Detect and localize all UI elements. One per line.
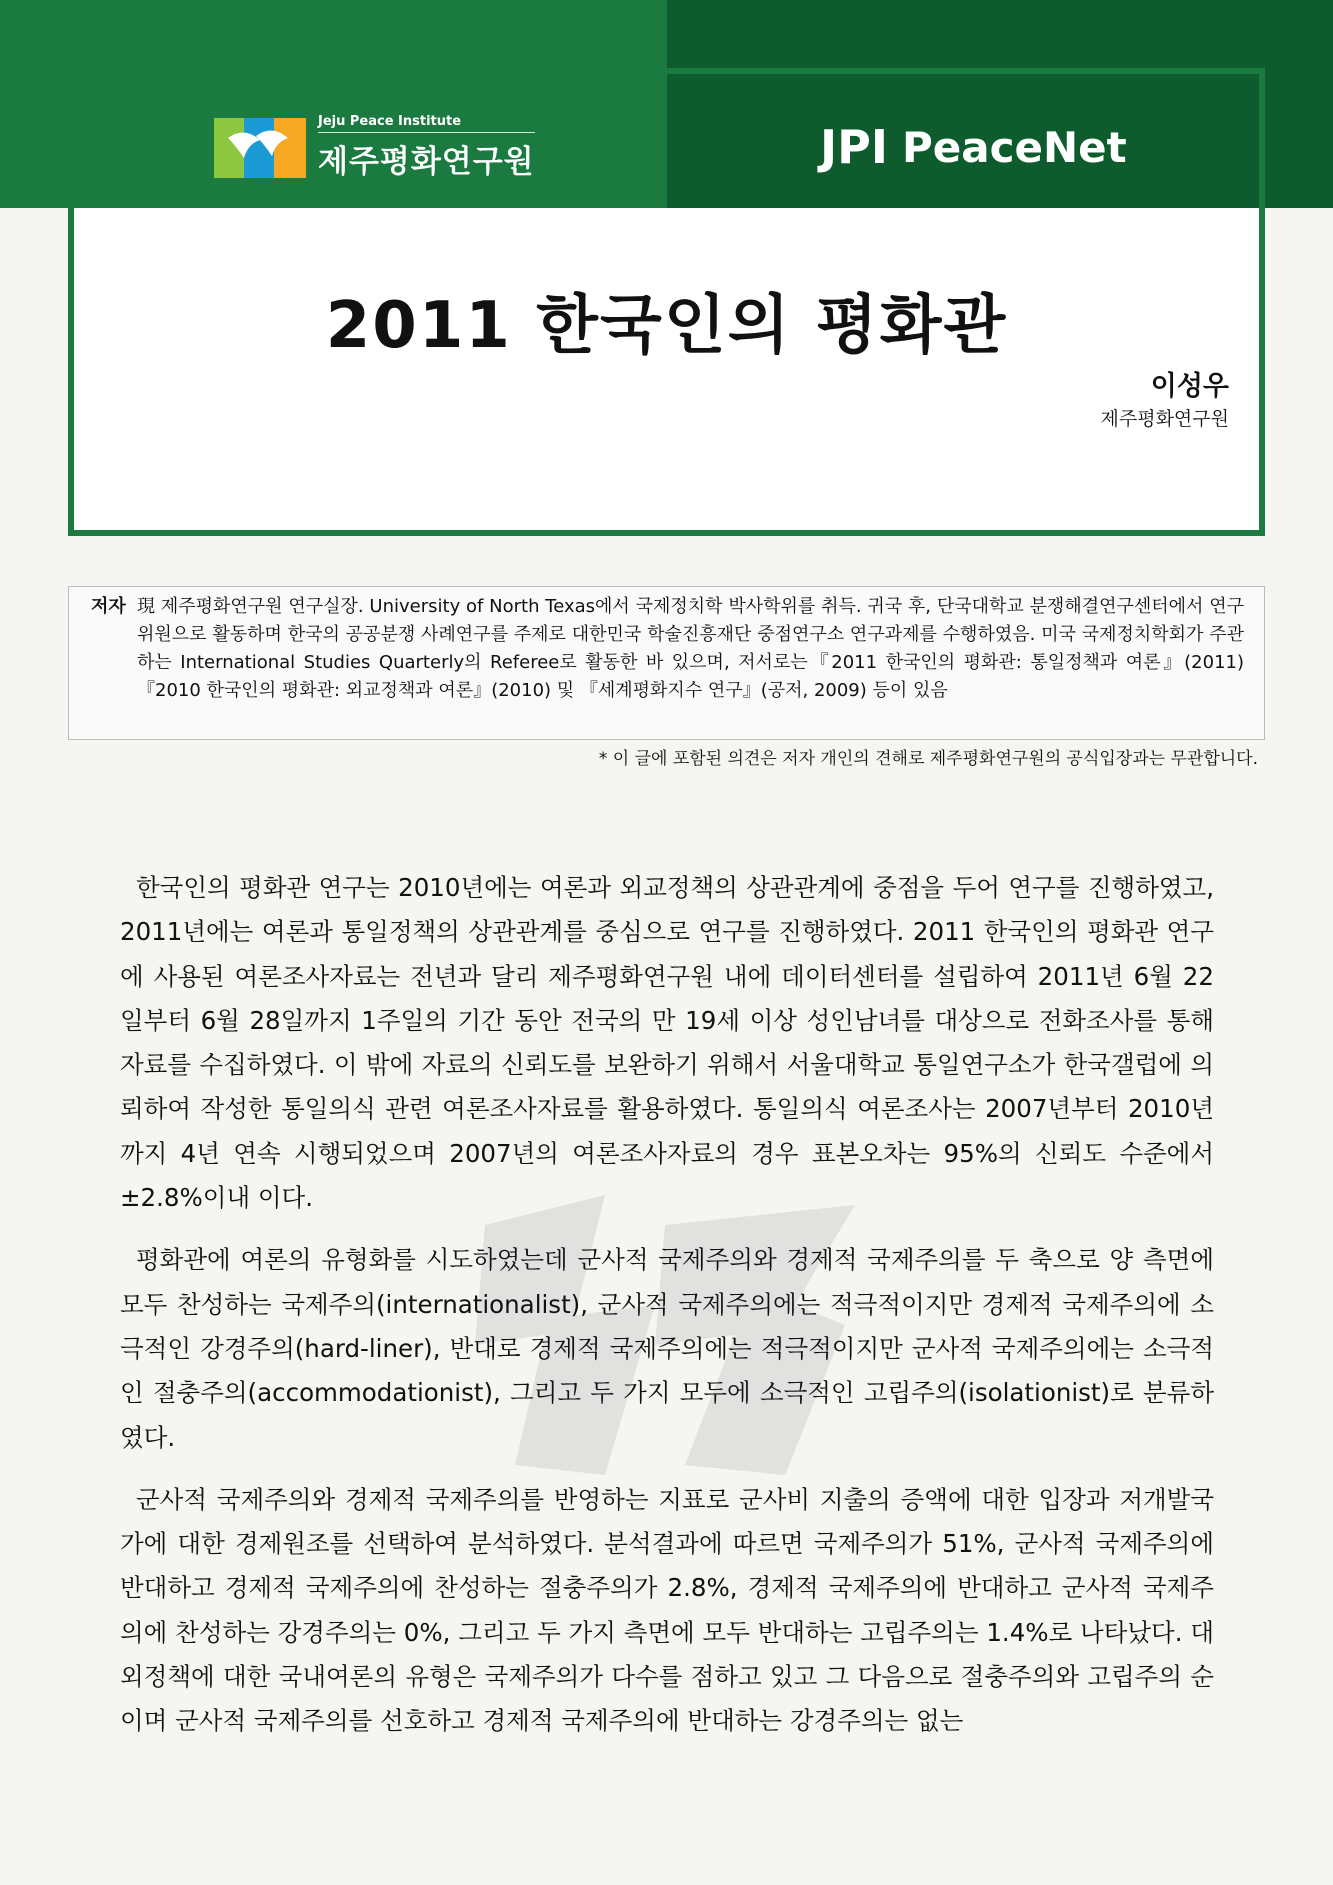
peacenet-logo bbox=[820, 120, 1127, 174]
institute-korean-name: 제주평화연구원 bbox=[318, 144, 535, 180]
institute-english-name: Jeju Peace Institute bbox=[318, 114, 535, 133]
bird-logo-icon bbox=[214, 118, 306, 178]
jpi-mark: JPI bbox=[820, 120, 888, 174]
title-frame bbox=[68, 68, 1265, 536]
bio-label: 저자 bbox=[91, 596, 126, 617]
paragraph: 한국인의 평화관 연구는 2010년에는 여론과 외교정책의 상관관계에 중점을 두어 연구를 진행하였고, 2011년에는 여론과 통일정책의 상관관계를 중심으로 연구를 진행하였다. 2011 한국인의 평화관 연구에 사용된 여론조사자료는 전년과 달리 제주평화연구원 내에 데이터센터를 설립하여 2011년 6월 22일부터 6월 28일까지 1주일의 기간 동안 전국의 만 19세 이상 성인남녀를 대상으로 전화조사를 통해 자료를 수집하였다. 이 밖에 자료의 신뢰도를 보완하기 위해서 서울대학교 통일연구소가 한국갤럽에 의뢰하여 작성한 통일의식 관련 여론조사자료를 활용하였다. 통일의식 여론조사는 2007년부터 2010년까지 4년 연속 시행되었으며 2007년의 여론조사자료의 경우 표본오차는 95%의 신뢰도 수준에서 ±2.8%이내 이다. bbox=[120, 873, 1214, 1213]
author-bio-box bbox=[68, 586, 1265, 740]
author-organization: 제주평화연구원 bbox=[1100, 408, 1229, 430]
frame-header bbox=[74, 74, 1259, 208]
author-name: 이성우 bbox=[1150, 371, 1229, 402]
paragraph: 군사적 국제주의와 경제적 국제주의를 반영하는 지표로 군사비 지출의 증액에 대한 입장과 저개발국가에 대한 경제원조를 선택하여 분석하였다. 분석결과에 따르면 국제주의가 51%, 군사적 국제주의에 반대하고 경제적 국제주의에 찬성하는 절충주의가 2.8%, 경제적 국제주의에 반대하고 군사적 국제주의에 찬성하는 강경주의는 0%, 그리고 두 가지 측면에 모두 반대하는 고립주의는 1.4%로 나타났다. 대외정책에 대한 국내여론의 유형은 국제주의가 다수를 점하고 있고 그 다음으로 절충주의와 고립주의 순이며 군사적 국제주의를 선호하고 경제적 국제주의에 반대하는 강경주의는 없는 bbox=[120, 1484, 1214, 1736]
jeju-institute-logo bbox=[214, 114, 535, 181]
title-area bbox=[74, 208, 1259, 530]
disclaimer: * 이 글에 포함된 의견은 저자 개인의 견해로 제주평화연구원의 공식입장과는 무관합니다. bbox=[598, 749, 1258, 769]
bio-text: 現 제주평화연구원 연구실장. University of North Texas에서 국제정치학 박사학위를 취득. 귀국 후, 단국대학교 분쟁해결연구센터에서 연구위원으로 활동하며 한국의 공공분쟁 사례연구를 주제로 대한민국 학술진흥재단 중점연구소 연구과제를 수행하였음. 미국 국제정치학회가 주관하는 International Studies Quarterly의 Referee로 활동한 바 있으며, 저서로는『2011 한국인의 평화관: 통일정책과 여론』(2011) 『2010 한국인의 평화관: 외교정책과 여론』(2010) 및 『세계평화지수 연구』(공저, 2009) 등이 있음 bbox=[137, 596, 1244, 701]
peacenet-title: PeaceNet bbox=[901, 122, 1127, 172]
paragraph: 평화관에 여론의 유형화를 시도하였는데 군사적 국제주의와 경제적 국제주의를 두 축으로 양 측면에 모두 찬성하는 국제주의(internationalist), 군사적 국제주의에는 적극적이지만 경제적 국제주의에 소극적인 강경주의(hard-liner), 반대로 경제적 국제주의에는 적극적이지만 군사적 국제주의에는 소극적인 절충주의(accommodationist), 그리고 두 가지 모두에 소극적인 고립주의(isolationist)로 분류하였다. bbox=[120, 1245, 1214, 1452]
article-body bbox=[120, 866, 1214, 1762]
page-title: 2011 한국인의 평화관 bbox=[325, 289, 1008, 363]
